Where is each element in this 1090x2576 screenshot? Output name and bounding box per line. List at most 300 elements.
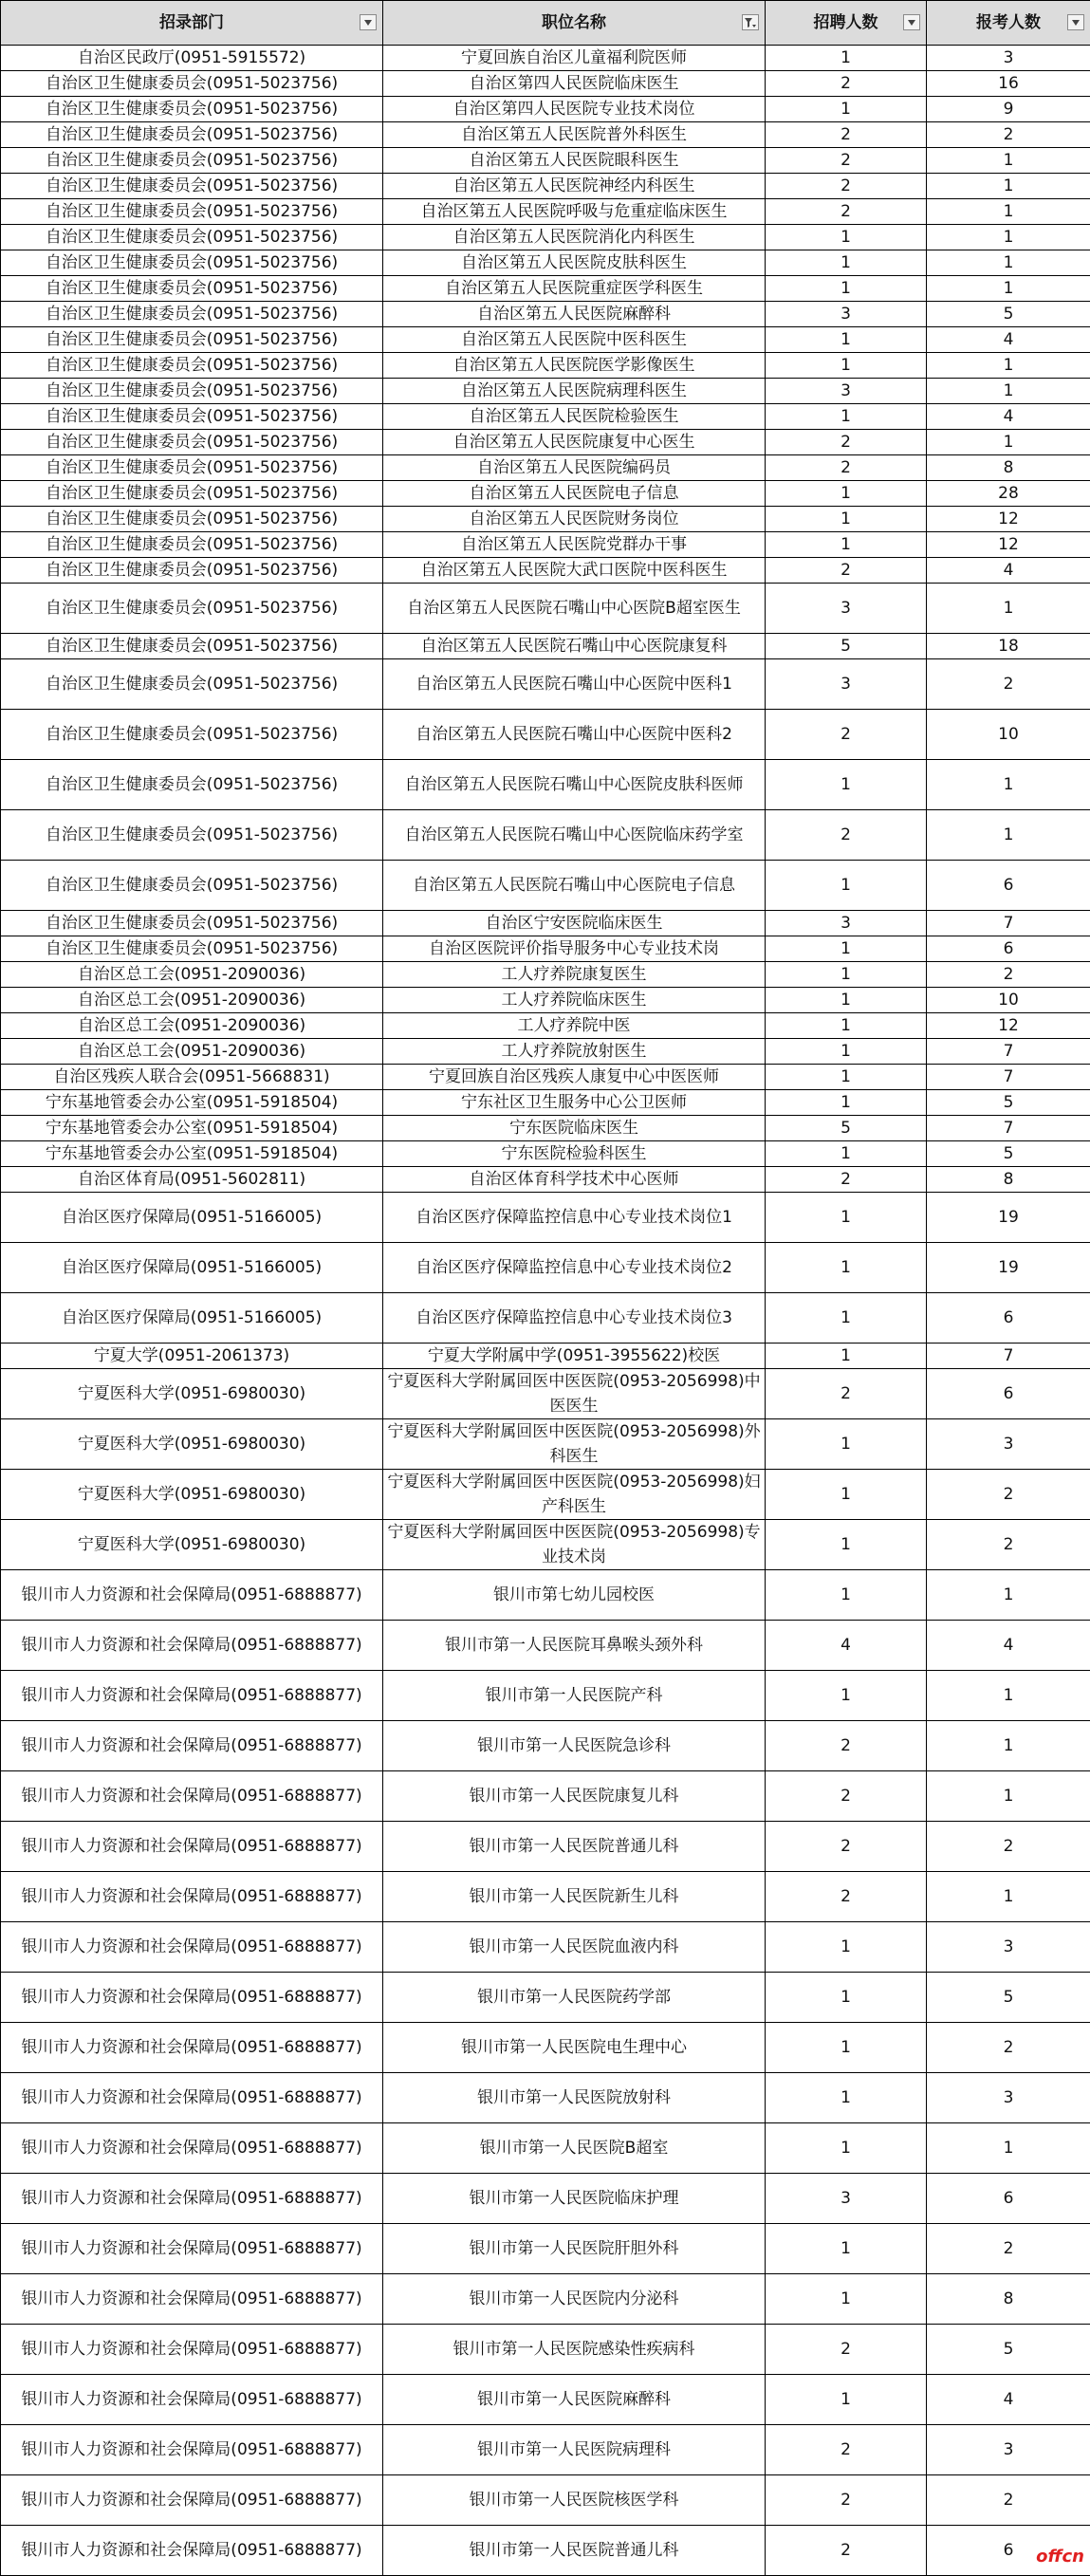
department-cell: 自治区卫生健康委员会(0951-5023756) bbox=[1, 174, 383, 199]
table-row bbox=[1, 225, 1090, 250]
table-row bbox=[1, 988, 1090, 1013]
hire-count-cell: 2 bbox=[766, 122, 927, 148]
department-cell: 自治区民政厅(0951-5915572) bbox=[1, 46, 383, 71]
position-cell: 宁东医院检验科医生 bbox=[383, 1141, 766, 1167]
table-row bbox=[1, 2274, 1090, 2325]
applicant-count-cell: 2 bbox=[927, 962, 1090, 988]
position-cell: 银川市第一人民医院普通儿科 bbox=[383, 1822, 766, 1872]
applicant-count-cell: 18 bbox=[927, 634, 1090, 659]
applicant-count-cell: 3 bbox=[927, 2425, 1090, 2475]
applicant-count-cell: 12 bbox=[927, 507, 1090, 532]
applicant-count-cell: 1 bbox=[927, 760, 1090, 810]
position-cell: 自治区第五人民医院呼吸与危重症临床医生 bbox=[383, 199, 766, 225]
department-cell: 银川市人力资源和社会保障局(0951-6888877) bbox=[1, 2475, 383, 2526]
applicant-count-cell: 2 bbox=[927, 1470, 1090, 1520]
position-cell: 宁东社区卫生服务中心公卫医师 bbox=[383, 1090, 766, 1116]
table-row bbox=[1, 379, 1090, 404]
table-row bbox=[1, 532, 1090, 558]
position-cell: 自治区第五人民医院石嘴山中心医院B超室医生 bbox=[383, 584, 766, 634]
position-cell: 银川市第一人民医院放射科 bbox=[383, 2073, 766, 2123]
applicant-count-cell: 5 bbox=[927, 1141, 1090, 1167]
hire-count-cell: 1 bbox=[766, 353, 927, 379]
applicant-count-cell: 1 bbox=[927, 225, 1090, 250]
hire-count-cell: 2 bbox=[766, 148, 927, 174]
table-row bbox=[1, 760, 1090, 810]
hire-count-cell: 2 bbox=[766, 71, 927, 97]
table-row bbox=[1, 1822, 1090, 1872]
header-label: 招录部门 bbox=[159, 10, 224, 35]
hire-count-cell: 1 bbox=[766, 1520, 927, 1570]
position-cell: 自治区第五人民医院医学影像医生 bbox=[383, 353, 766, 379]
position-cell: 宁夏回族自治区儿童福利院医师 bbox=[383, 46, 766, 71]
applicant-count-cell: 28 bbox=[927, 481, 1090, 507]
applicant-count-cell: 7 bbox=[927, 1039, 1090, 1065]
hire-count-cell: 3 bbox=[766, 659, 927, 710]
table-row bbox=[1, 1013, 1090, 1039]
position-cell: 宁夏大学附属中学(0951-3955622)校医 bbox=[383, 1344, 766, 1369]
position-cell: 自治区第五人民医院麻醉科 bbox=[383, 302, 766, 327]
hire-count-cell: 1 bbox=[766, 1141, 927, 1167]
department-cell: 银川市人力资源和社会保障局(0951-6888877) bbox=[1, 2274, 383, 2325]
position-cell: 银川市第一人民医院药学部 bbox=[383, 1973, 766, 2023]
department-cell: 自治区卫生健康委员会(0951-5023756) bbox=[1, 507, 383, 532]
department-cell: 自治区总工会(0951-2090036) bbox=[1, 1013, 383, 1039]
department-cell: 银川市人力资源和社会保障局(0951-6888877) bbox=[1, 1922, 383, 1973]
hire-count-cell: 1 bbox=[766, 404, 927, 430]
department-cell: 宁东基地管委会办公室(0951-5918504) bbox=[1, 1116, 383, 1141]
table-row bbox=[1, 122, 1090, 148]
department-cell: 自治区卫生健康委员会(0951-5023756) bbox=[1, 659, 383, 710]
table-row bbox=[1, 861, 1090, 911]
position-cell: 银川市第一人民医院肝胆外科 bbox=[383, 2224, 766, 2274]
applicant-count-cell: 7 bbox=[927, 1344, 1090, 1369]
department-cell: 自治区卫生健康委员会(0951-5023756) bbox=[1, 225, 383, 250]
table-row bbox=[1, 634, 1090, 659]
position-cell: 银川市第一人民医院核医学科 bbox=[383, 2475, 766, 2526]
table-row bbox=[1, 810, 1090, 861]
hire-count-cell: 1 bbox=[766, 1922, 927, 1973]
table-row bbox=[1, 2325, 1090, 2375]
hire-count-cell: 1 bbox=[766, 1193, 927, 1243]
department-cell: 银川市人力资源和社会保障局(0951-6888877) bbox=[1, 1721, 383, 1771]
position-cell: 自治区医院评价指导服务中心专业技术岗 bbox=[383, 936, 766, 962]
applicant-count-cell: 12 bbox=[927, 532, 1090, 558]
department-cell: 自治区残疾人联合会(0951-5668831) bbox=[1, 1065, 383, 1090]
table-row bbox=[1, 659, 1090, 710]
table-row bbox=[1, 936, 1090, 962]
position-cell: 银川市第七幼儿园校医 bbox=[383, 1570, 766, 1621]
department-cell: 自治区卫生健康委员会(0951-5023756) bbox=[1, 199, 383, 225]
department-cell: 自治区卫生健康委员会(0951-5023756) bbox=[1, 558, 383, 584]
department-cell: 宁东基地管委会办公室(0951-5918504) bbox=[1, 1090, 383, 1116]
department-cell: 自治区卫生健康委员会(0951-5023756) bbox=[1, 250, 383, 276]
table-row bbox=[1, 46, 1090, 71]
applicant-count-cell: 4 bbox=[927, 558, 1090, 584]
position-cell: 银川市第一人民医院普通儿科 bbox=[383, 2526, 766, 2576]
hire-count-cell: 1 bbox=[766, 1293, 927, 1344]
position-cell: 宁夏医科大学附属回医中医医院(0953-2056998)中医医生 bbox=[383, 1369, 766, 1419]
applicant-count-cell: 1 bbox=[927, 276, 1090, 302]
department-cell: 自治区卫生健康委员会(0951-5023756) bbox=[1, 760, 383, 810]
department-cell: 自治区体育局(0951-5602811) bbox=[1, 1167, 383, 1193]
applicant-count-cell: 10 bbox=[927, 710, 1090, 760]
department-cell: 自治区卫生健康委员会(0951-5023756) bbox=[1, 302, 383, 327]
hire-count-cell: 5 bbox=[766, 634, 927, 659]
department-cell: 银川市人力资源和社会保障局(0951-6888877) bbox=[1, 2174, 383, 2224]
position-cell: 工人疗养院放射医生 bbox=[383, 1039, 766, 1065]
hire-count-cell: 2 bbox=[766, 558, 927, 584]
table-row bbox=[1, 2073, 1090, 2123]
table-row bbox=[1, 71, 1090, 97]
hire-count-cell: 1 bbox=[766, 936, 927, 962]
hire-count-cell: 1 bbox=[766, 1243, 927, 1293]
header-label: 报考人数 bbox=[976, 10, 1041, 35]
applicant-count-cell: 5 bbox=[927, 1090, 1090, 1116]
position-cell: 银川市第一人民医院感染性疾病科 bbox=[383, 2325, 766, 2375]
position-cell: 工人疗养院临床医生 bbox=[383, 988, 766, 1013]
applicant-count-cell: 2 bbox=[927, 1822, 1090, 1872]
position-cell: 自治区第五人民医院石嘴山中心医院临床药学室 bbox=[383, 810, 766, 861]
hire-count-cell: 1 bbox=[766, 327, 927, 353]
position-cell: 银川市第一人民医院内分泌科 bbox=[383, 2274, 766, 2325]
applicant-count-cell: 1 bbox=[927, 1771, 1090, 1822]
applicant-count-cell: 3 bbox=[927, 1419, 1090, 1470]
table-row bbox=[1, 558, 1090, 584]
position-cell: 工人疗养院中医 bbox=[383, 1013, 766, 1039]
table-row bbox=[1, 1671, 1090, 1721]
table-row bbox=[1, 1293, 1090, 1344]
applicant-count-cell: 1 bbox=[927, 430, 1090, 455]
table-row bbox=[1, 1570, 1090, 1621]
applicant-count-cell: 4 bbox=[927, 404, 1090, 430]
applicant-count-cell: 19 bbox=[927, 1243, 1090, 1293]
table-row bbox=[1, 2526, 1090, 2576]
applicant-count-cell: 16 bbox=[927, 71, 1090, 97]
hire-count-cell: 1 bbox=[766, 1671, 927, 1721]
applicant-count-cell: 1 bbox=[927, 2123, 1090, 2174]
department-cell: 自治区卫生健康委员会(0951-5023756) bbox=[1, 911, 383, 936]
department-cell: 自治区卫生健康委员会(0951-5023756) bbox=[1, 353, 383, 379]
table-row bbox=[1, 353, 1090, 379]
table-row bbox=[1, 404, 1090, 430]
department-cell: 宁夏大学(0951-2061373) bbox=[1, 1344, 383, 1369]
applicant-count-cell: 2 bbox=[927, 122, 1090, 148]
table-row bbox=[1, 481, 1090, 507]
applicant-count-cell: 10 bbox=[927, 988, 1090, 1013]
position-cell: 自治区第五人民医院大武口医院中医科医生 bbox=[383, 558, 766, 584]
header-label: 职位名称 bbox=[542, 10, 606, 35]
applicant-count-cell: 6 bbox=[927, 1293, 1090, 1344]
position-cell: 宁夏医科大学附属回医中医医院(0953-2056998)专业技术岗 bbox=[383, 1520, 766, 1570]
department-cell: 自治区卫生健康委员会(0951-5023756) bbox=[1, 634, 383, 659]
department-cell: 自治区卫生健康委员会(0951-5023756) bbox=[1, 936, 383, 962]
hire-count-cell: 3 bbox=[766, 379, 927, 404]
hire-count-cell: 2 bbox=[766, 455, 927, 481]
position-cell: 自治区第五人民医院皮肤科医生 bbox=[383, 250, 766, 276]
table-row bbox=[1, 1039, 1090, 1065]
hire-count-cell: 1 bbox=[766, 962, 927, 988]
applicant-count-cell: 1 bbox=[927, 379, 1090, 404]
applicant-count-cell: 1 bbox=[927, 584, 1090, 634]
applicant-count-cell: 6 bbox=[927, 2174, 1090, 2224]
department-cell: 自治区卫生健康委员会(0951-5023756) bbox=[1, 122, 383, 148]
hire-count-cell: 1 bbox=[766, 1090, 927, 1116]
department-cell: 银川市人力资源和社会保障局(0951-6888877) bbox=[1, 2073, 383, 2123]
department-cell: 自治区总工会(0951-2090036) bbox=[1, 1039, 383, 1065]
department-cell: 自治区卫生健康委员会(0951-5023756) bbox=[1, 148, 383, 174]
hire-count-cell: 2 bbox=[766, 199, 927, 225]
department-cell: 自治区卫生健康委员会(0951-5023756) bbox=[1, 97, 383, 122]
hire-count-cell: 2 bbox=[766, 2526, 927, 2576]
department-cell: 银川市人力资源和社会保障局(0951-6888877) bbox=[1, 2123, 383, 2174]
hire-count-cell: 1 bbox=[766, 1344, 927, 1369]
table-row bbox=[1, 250, 1090, 276]
position-cell: 银川市第一人民医院电生理中心 bbox=[383, 2023, 766, 2073]
table-row bbox=[1, 1922, 1090, 1973]
hire-count-cell: 1 bbox=[766, 1419, 927, 1470]
department-cell: 自治区医疗保障局(0951-5166005) bbox=[1, 1243, 383, 1293]
department-cell: 自治区总工会(0951-2090036) bbox=[1, 988, 383, 1013]
hire-count-cell: 2 bbox=[766, 1872, 927, 1922]
position-cell: 银川市第一人民医院产科 bbox=[383, 1671, 766, 1721]
applicant-count-cell: 1 bbox=[927, 1671, 1090, 1721]
hire-count-cell: 2 bbox=[766, 430, 927, 455]
department-cell: 银川市人力资源和社会保障局(0951-6888877) bbox=[1, 2425, 383, 2475]
hire-count-cell: 1 bbox=[766, 988, 927, 1013]
position-cell: 自治区第五人民医院财务岗位 bbox=[383, 507, 766, 532]
hire-count-cell: 1 bbox=[766, 276, 927, 302]
header-label: 招聘人数 bbox=[814, 10, 878, 35]
position-cell: 自治区第五人民医院康复中心医生 bbox=[383, 430, 766, 455]
table-row bbox=[1, 97, 1090, 122]
position-cell: 自治区第五人民医院中医科医生 bbox=[383, 327, 766, 353]
department-cell: 自治区卫生健康委员会(0951-5023756) bbox=[1, 379, 383, 404]
hire-count-cell: 4 bbox=[766, 1621, 927, 1671]
table-row bbox=[1, 1973, 1090, 2023]
applicant-count-cell: 1 bbox=[927, 810, 1090, 861]
table-row bbox=[1, 148, 1090, 174]
position-cell: 自治区第五人民医院普外科医生 bbox=[383, 122, 766, 148]
position-cell: 工人疗养院康复医生 bbox=[383, 962, 766, 988]
table-row bbox=[1, 327, 1090, 353]
position-cell: 银川市第一人民医院康复儿科 bbox=[383, 1771, 766, 1822]
position-cell: 自治区第五人民医院重症医学科医生 bbox=[383, 276, 766, 302]
applicant-count-cell: 2 bbox=[927, 659, 1090, 710]
applicant-count-cell: 6 bbox=[927, 861, 1090, 911]
department-cell: 自治区卫生健康委员会(0951-5023756) bbox=[1, 455, 383, 481]
table-row bbox=[1, 1167, 1090, 1193]
position-cell: 自治区第五人民医院电子信息 bbox=[383, 481, 766, 507]
position-cell: 自治区第五人民医院石嘴山中心医院电子信息 bbox=[383, 861, 766, 911]
applicant-count-cell: 6 bbox=[927, 936, 1090, 962]
table-row bbox=[1, 174, 1090, 199]
hire-count-cell: 3 bbox=[766, 302, 927, 327]
applicant-count-cell: 4 bbox=[927, 1621, 1090, 1671]
table-row bbox=[1, 1193, 1090, 1243]
filter-dropdown-icon[interactable] bbox=[903, 14, 920, 30]
department-cell: 宁夏医科大学(0951-6980030) bbox=[1, 1470, 383, 1520]
position-cell: 银川市第一人民医院麻醉科 bbox=[383, 2375, 766, 2425]
hire-count-cell: 1 bbox=[766, 2123, 927, 2174]
department-cell: 自治区医疗保障局(0951-5166005) bbox=[1, 1193, 383, 1243]
applicant-count-cell: 8 bbox=[927, 2274, 1090, 2325]
applicant-count-cell: 6 bbox=[927, 2526, 1090, 2576]
applicant-count-cell: 1 bbox=[927, 199, 1090, 225]
hire-count-cell: 1 bbox=[766, 2375, 927, 2425]
position-cell: 自治区医疗保障监控信息中心专业技术岗位2 bbox=[383, 1243, 766, 1293]
table-row bbox=[1, 276, 1090, 302]
watermark-logo: offcn bbox=[1036, 2547, 1084, 2567]
hire-count-cell: 2 bbox=[766, 810, 927, 861]
hire-count-cell: 1 bbox=[766, 532, 927, 558]
department-cell: 银川市人力资源和社会保障局(0951-6888877) bbox=[1, 1973, 383, 2023]
table-row bbox=[1, 2023, 1090, 2073]
department-cell: 银川市人力资源和社会保障局(0951-6888877) bbox=[1, 1771, 383, 1822]
table-row bbox=[1, 2123, 1090, 2174]
header-row bbox=[1, 1, 1090, 46]
applicant-count-cell: 4 bbox=[927, 2375, 1090, 2425]
header-applicant-count bbox=[927, 1, 1090, 46]
hire-count-cell: 1 bbox=[766, 760, 927, 810]
applicant-count-cell: 1 bbox=[927, 1872, 1090, 1922]
hire-count-cell: 3 bbox=[766, 584, 927, 634]
department-cell: 银川市人力资源和社会保障局(0951-6888877) bbox=[1, 2526, 383, 2576]
table-row bbox=[1, 1470, 1090, 1520]
department-cell: 银川市人力资源和社会保障局(0951-6888877) bbox=[1, 1822, 383, 1872]
filter-dropdown-icon[interactable] bbox=[1067, 14, 1084, 30]
table-row bbox=[1, 507, 1090, 532]
applicant-count-cell: 1 bbox=[927, 250, 1090, 276]
hire-count-cell: 1 bbox=[766, 2023, 927, 2073]
department-cell: 银川市人力资源和社会保障局(0951-6888877) bbox=[1, 1671, 383, 1721]
hire-count-cell: 1 bbox=[766, 507, 927, 532]
department-cell: 宁夏医科大学(0951-6980030) bbox=[1, 1520, 383, 1570]
department-cell: 自治区卫生健康委员会(0951-5023756) bbox=[1, 404, 383, 430]
applicant-count-cell: 1 bbox=[927, 353, 1090, 379]
applicant-count-cell: 3 bbox=[927, 1922, 1090, 1973]
department-cell: 银川市人力资源和社会保障局(0951-6888877) bbox=[1, 2325, 383, 2375]
applicant-count-cell: 7 bbox=[927, 911, 1090, 936]
applicant-count-cell: 2 bbox=[927, 2475, 1090, 2526]
hire-count-cell: 1 bbox=[766, 1973, 927, 2023]
table-row bbox=[1, 1621, 1090, 1671]
hire-count-cell: 2 bbox=[766, 1167, 927, 1193]
table-body bbox=[1, 46, 1090, 2576]
table-row bbox=[1, 199, 1090, 225]
hire-count-cell: 2 bbox=[766, 2325, 927, 2375]
applicant-count-cell: 6 bbox=[927, 1369, 1090, 1419]
applicant-count-cell: 4 bbox=[927, 327, 1090, 353]
applicant-count-cell: 3 bbox=[927, 46, 1090, 71]
applicant-count-cell: 12 bbox=[927, 1013, 1090, 1039]
hire-count-cell: 1 bbox=[766, 250, 927, 276]
hire-count-cell: 2 bbox=[766, 1771, 927, 1822]
table-row bbox=[1, 962, 1090, 988]
applicant-count-cell: 8 bbox=[927, 1167, 1090, 1193]
applicant-count-cell: 2 bbox=[927, 1520, 1090, 1570]
hire-count-cell: 1 bbox=[766, 97, 927, 122]
position-cell: 自治区第五人民医院石嘴山中心医院皮肤科医师 bbox=[383, 760, 766, 810]
applicant-count-cell: 1 bbox=[927, 1721, 1090, 1771]
position-cell: 自治区第五人民医院石嘴山中心医院中医科2 bbox=[383, 710, 766, 760]
position-cell: 自治区宁安医院临床医生 bbox=[383, 911, 766, 936]
hire-count-cell: 1 bbox=[766, 225, 927, 250]
department-cell: 自治区卫生健康委员会(0951-5023756) bbox=[1, 532, 383, 558]
table-row bbox=[1, 2475, 1090, 2526]
applicant-count-cell: 8 bbox=[927, 455, 1090, 481]
hire-count-cell: 2 bbox=[766, 2425, 927, 2475]
position-cell: 银川市第一人民医院血液内科 bbox=[383, 1922, 766, 1973]
applicant-count-cell: 2 bbox=[927, 2023, 1090, 2073]
header-department bbox=[1, 1, 383, 46]
table-row bbox=[1, 1116, 1090, 1141]
table-row bbox=[1, 1872, 1090, 1922]
hire-count-cell: 2 bbox=[766, 2475, 927, 2526]
table-row bbox=[1, 584, 1090, 634]
applicant-count-cell: 9 bbox=[927, 97, 1090, 122]
applicant-count-cell: 3 bbox=[927, 2073, 1090, 2123]
hire-count-cell: 1 bbox=[766, 481, 927, 507]
position-cell: 宁夏医科大学附属回医中医医院(0953-2056998)外科医生 bbox=[383, 1419, 766, 1470]
table-row bbox=[1, 1369, 1090, 1419]
department-cell: 自治区总工会(0951-2090036) bbox=[1, 962, 383, 988]
department-cell: 自治区医疗保障局(0951-5166005) bbox=[1, 1293, 383, 1344]
hire-count-cell: 1 bbox=[766, 2073, 927, 2123]
hire-count-cell: 2 bbox=[766, 174, 927, 199]
position-cell: 自治区第五人民医院编码员 bbox=[383, 455, 766, 481]
position-cell: 自治区医疗保障监控信息中心专业技术岗位1 bbox=[383, 1193, 766, 1243]
applicant-count-cell: 7 bbox=[927, 1116, 1090, 1141]
hire-count-cell: 1 bbox=[766, 1470, 927, 1520]
hire-count-cell: 1 bbox=[766, 1039, 927, 1065]
hire-count-cell: 1 bbox=[766, 2224, 927, 2274]
table-row bbox=[1, 2174, 1090, 2224]
hire-count-cell: 2 bbox=[766, 710, 927, 760]
table-row bbox=[1, 2425, 1090, 2475]
department-cell: 宁夏医科大学(0951-6980030) bbox=[1, 1369, 383, 1419]
table-row bbox=[1, 2375, 1090, 2425]
filter-active-icon[interactable] bbox=[742, 14, 759, 30]
department-cell: 银川市人力资源和社会保障局(0951-6888877) bbox=[1, 2375, 383, 2425]
header-position bbox=[383, 1, 766, 46]
department-cell: 自治区卫生健康委员会(0951-5023756) bbox=[1, 430, 383, 455]
table-row bbox=[1, 1344, 1090, 1369]
applicant-count-cell: 19 bbox=[927, 1193, 1090, 1243]
filter-dropdown-icon[interactable] bbox=[360, 14, 377, 30]
position-cell: 自治区第五人民医院眼科医生 bbox=[383, 148, 766, 174]
department-cell: 银川市人力资源和社会保障局(0951-6888877) bbox=[1, 2023, 383, 2073]
table-row bbox=[1, 911, 1090, 936]
department-cell: 银川市人力资源和社会保障局(0951-6888877) bbox=[1, 1621, 383, 1671]
position-cell: 银川市第一人民医院B超室 bbox=[383, 2123, 766, 2174]
hire-count-cell: 2 bbox=[766, 1822, 927, 1872]
position-cell: 银川市第一人民医院急诊科 bbox=[383, 1721, 766, 1771]
hire-count-cell: 3 bbox=[766, 911, 927, 936]
hire-count-cell: 2 bbox=[766, 1721, 927, 1771]
hire-count-cell: 1 bbox=[766, 2274, 927, 2325]
position-cell: 银川市第一人民医院病理科 bbox=[383, 2425, 766, 2475]
table-row bbox=[1, 1520, 1090, 1570]
table-row bbox=[1, 1141, 1090, 1167]
table-row bbox=[1, 1090, 1090, 1116]
department-cell: 银川市人力资源和社会保障局(0951-6888877) bbox=[1, 1872, 383, 1922]
hire-count-cell: 5 bbox=[766, 1116, 927, 1141]
applicant-count-cell: 7 bbox=[927, 1065, 1090, 1090]
department-cell: 自治区卫生健康委员会(0951-5023756) bbox=[1, 481, 383, 507]
position-cell: 自治区体育科学技术中心医师 bbox=[383, 1167, 766, 1193]
department-cell: 宁夏医科大学(0951-6980030) bbox=[1, 1419, 383, 1470]
department-cell: 自治区卫生健康委员会(0951-5023756) bbox=[1, 71, 383, 97]
